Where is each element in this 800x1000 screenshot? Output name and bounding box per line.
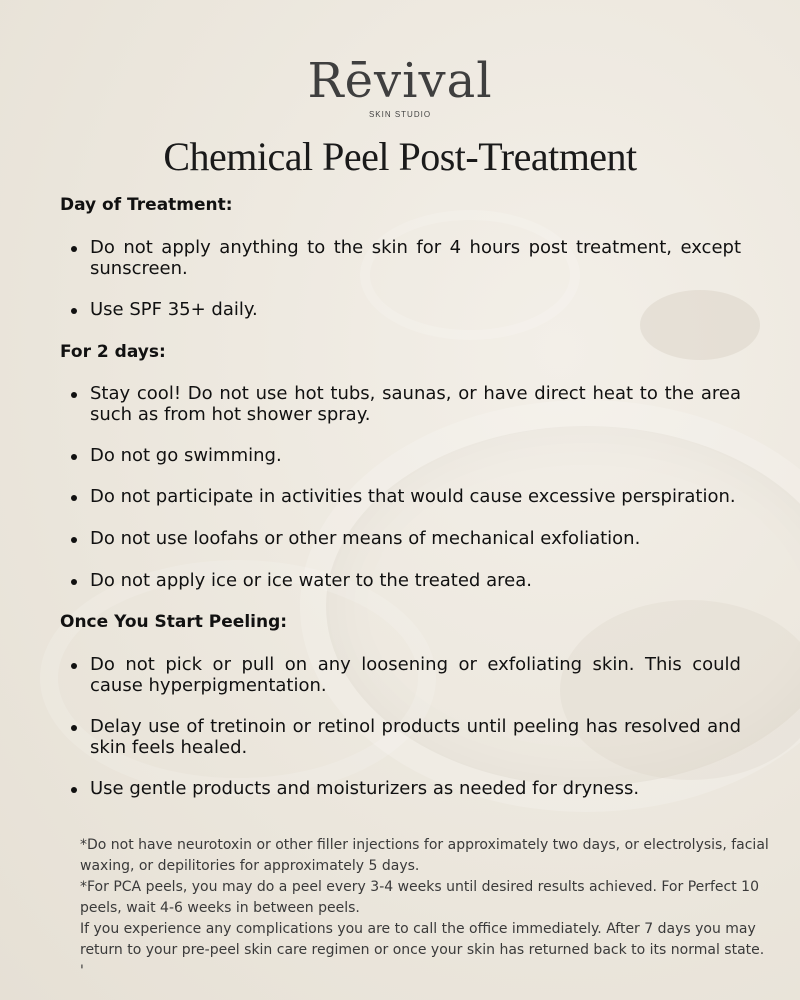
section-heading-once-you-start-peeling: Once You Start Peeling:	[60, 612, 288, 632]
list-item: Do not participate in activities that would cause excessive perspiration.	[90, 486, 741, 507]
list-item: Stay cool! Do not use hot tubs, saunas, or have direct heat to the area such as from hot shower spray.	[90, 383, 741, 425]
footnotes	[80, 835, 770, 982]
footnote: If you experience any complications you are to call the office immediately. After 7 days you may return to your pre-peel skin care regimen or once your skin has returned back to its normal state. '	[80, 921, 765, 979]
page-title: Chemical Peel Post-Treatment	[163, 134, 637, 179]
section-heading-day-of-treatment: Day of Treatment:	[60, 195, 233, 215]
brand-name: Rēvival	[307, 53, 493, 109]
list-item: Do not go swimming.	[90, 445, 741, 466]
footnote: *Do not have neurotoxin or other filler injections for approximately two days, or electrolysis, facial waxing, or depilitories for approximately 5 days.	[80, 837, 769, 874]
bullet-icon	[71, 454, 77, 460]
section-heading-for-2-days: For 2 days:	[60, 342, 166, 362]
list-item: Use SPF 35+ daily.	[90, 299, 741, 320]
footnote: *For PCA peels, you may do a peel every 3-4 weeks until desired results achieved. For Perfect 10 peels, wait 4-6 weeks in between peels.	[80, 879, 759, 916]
brand-logo	[0, 52, 800, 119]
bullet-icon	[71, 725, 77, 731]
bullet-icon	[71, 537, 77, 543]
bullet-icon	[71, 392, 77, 398]
bullet-icon	[71, 663, 77, 669]
brand-subtitle: SKIN STUDIO	[368, 110, 432, 119]
list-item: Do not apply anything to the skin for 4 hours post treatment, except sunscreen.	[90, 237, 741, 279]
list-item: Do not pick or pull on any loosening or exfoliating skin. This could cause hyperpigmentation.	[90, 654, 741, 696]
list-item: Use gentle products and moisturizers as needed for dryness.	[90, 778, 741, 799]
list-item: Do not apply ice or ice water to the treated area.	[90, 570, 741, 591]
bullet-icon	[71, 579, 77, 585]
bullet-icon	[71, 308, 77, 314]
list-item: Delay use of tretinoin or retinol products until peeling has resolved and skin feels healed.	[90, 716, 741, 758]
bullet-icon	[71, 495, 77, 501]
list-item: Do not use loofahs or other means of mechanical exfoliation.	[90, 528, 741, 549]
bullet-icon	[71, 787, 77, 793]
bullet-icon	[71, 246, 77, 252]
